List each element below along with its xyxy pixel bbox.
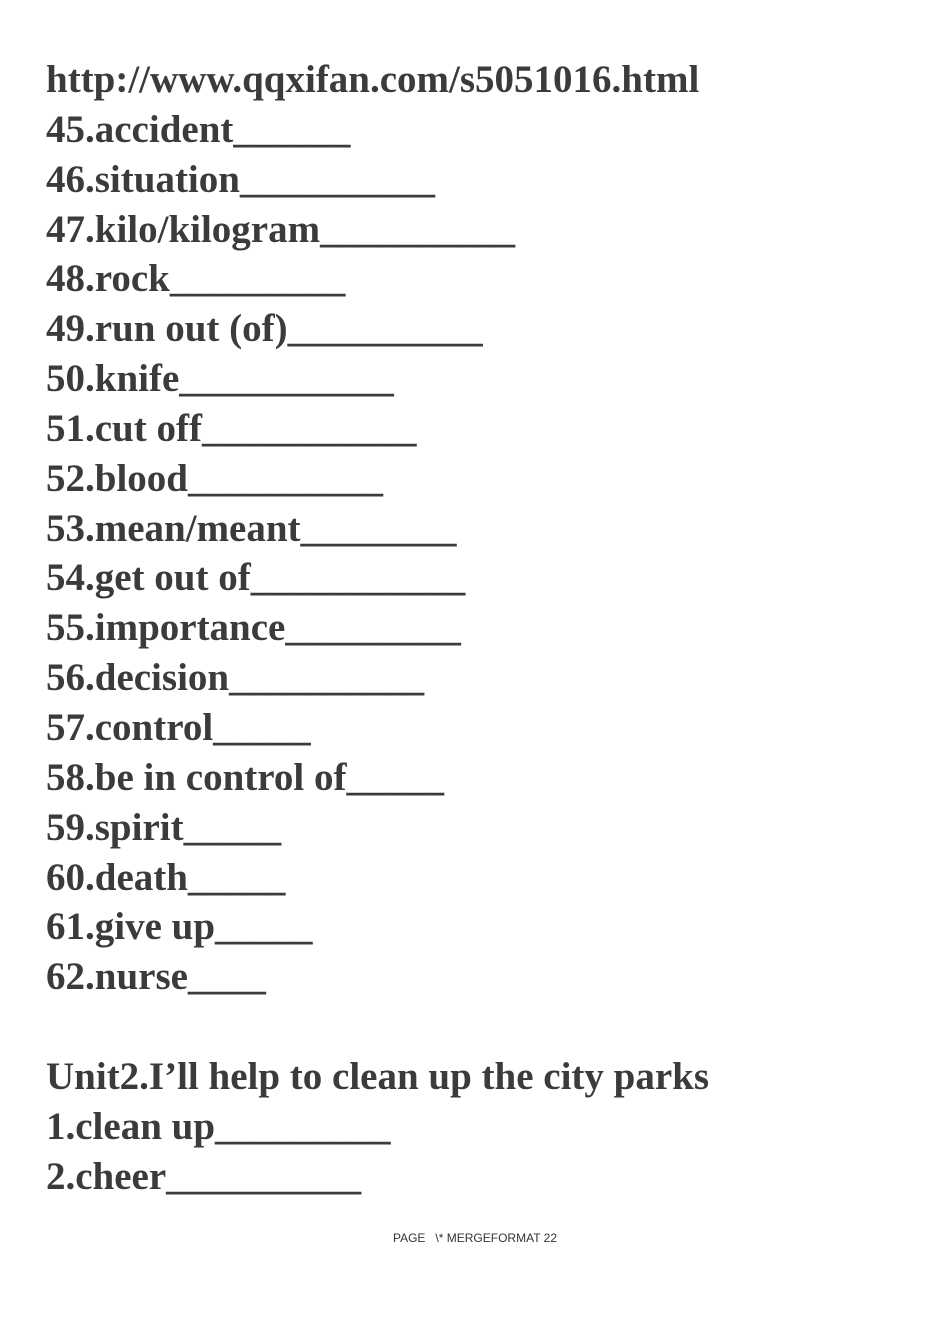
vocab-item-59: 59.spirit_____ [46,805,282,849]
page-number-field: PAGE \* MERGEFORMAT 22 [392,1231,558,1245]
vocab-item-unit2-1: 1.clean up_________ [46,1104,391,1148]
blank-line [46,1002,926,1052]
vocab-item-50: 50.knife___________ [46,357,394,401]
url-line: http://www.qqxifan.com/s5051016.html [46,58,700,101]
vocab-item-45: 45.accident______ [46,107,351,151]
vocab-item-51: 51.cut off___________ [46,406,417,450]
vocab-item-49: 49.run out (of)__________ [46,307,483,351]
vocab-item-unit2-2: 2.cheer__________ [46,1154,362,1198]
unit2-heading: Unit2.I’ll help to clean up the city parks [46,1054,710,1098]
vocab-item-58: 58.be in control of_____ [46,755,444,799]
vocab-item-57: 57.control_____ [46,705,311,749]
vocab-item-60: 60.death_____ [46,855,286,899]
vocab-item-52: 52.blood__________ [46,456,383,500]
vocab-item-46: 46.situation__________ [46,157,435,201]
document-page [46,55,926,1201]
vocab-item-61: 61.give up_____ [46,905,313,949]
vocab-item-55: 55.importance_________ [46,606,461,650]
vocab-item-47: 47.kilo/kilogram__________ [46,207,516,251]
vocab-item-54: 54.get out of___________ [46,556,466,600]
vocab-item-48: 48.rock_________ [46,257,346,301]
vocab-item-53: 53.mean/meant________ [46,506,457,550]
vocab-item-62: 62.nurse____ [46,955,266,999]
vocab-item-56: 56.decision__________ [46,656,425,700]
